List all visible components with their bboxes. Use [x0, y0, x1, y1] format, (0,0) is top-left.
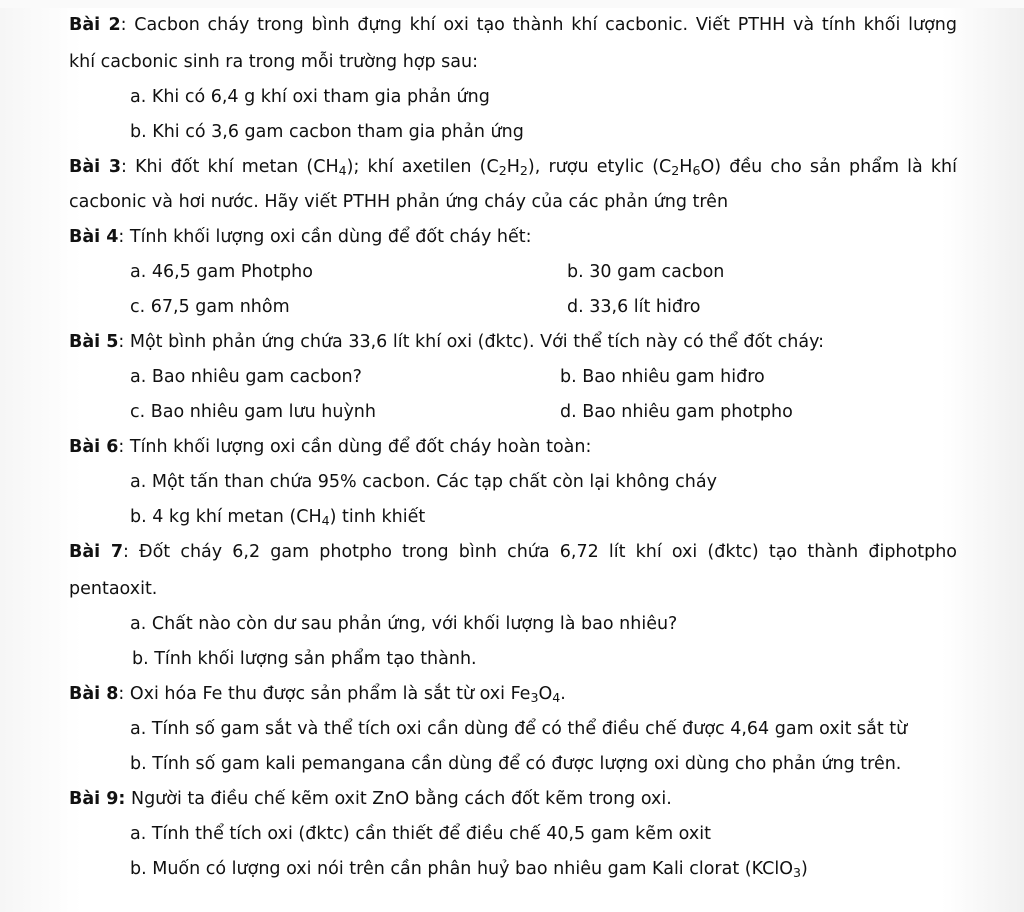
- exercise-9-text: Người ta điều chế kẽm oxit ZnO bằng cách đốt kẽm trong oxi.: [125, 789, 672, 809]
- exercise-8-heading: Bài 8: [69, 684, 119, 704]
- exercise-6-item-b-text-1: b. 4 kg khí metan (CH: [130, 507, 322, 527]
- exercise-5-item-b: b. Bao nhiêu gam hiđro: [560, 367, 765, 387]
- exercise-9-line-1: [69, 788, 672, 810]
- exercise-3-text-1: : Khi đốt khí metan (CH: [121, 157, 339, 177]
- exercise-4-text: : Tính khối lượng oxi cần dùng để đốt cháy hết:: [118, 227, 532, 247]
- exercise-3-heading: Bài 3: [69, 157, 122, 177]
- exercise-5-item-a: a. Bao nhiêu gam cacbon?: [130, 367, 362, 387]
- exercise-3-text-5: H: [679, 157, 693, 177]
- exercise-4-item-b: b. 30 gam cacbon: [567, 262, 725, 282]
- exercise-6-line-1: [69, 436, 591, 458]
- exercise-2-item-a: a. Khi có 6,4 g khí oxi tham gia phản ứng: [130, 87, 490, 107]
- exercise-2-line-2: khí cacbonic sinh ra trong mỗi trường hợp sau:: [69, 52, 479, 72]
- exercise-2-text: : Cacbon cháy trong bình đựng khí oxi tạo thành khí cacbonic. Viết PTHH và tính khối lượng: [120, 15, 957, 35]
- exercise-4-item-d: d. 33,6 lít hiđro: [567, 297, 701, 317]
- exercise-9-heading: Bài 9:: [69, 789, 126, 809]
- exercise-7-line-2: pentaoxit.: [69, 579, 158, 599]
- subscript: 2: [498, 163, 507, 179]
- subscript: 4: [552, 690, 561, 706]
- exercise-3-text-3: H: [506, 157, 520, 177]
- exercise-6-heading: Bài 6: [69, 437, 119, 457]
- exercise-7-item-a: a. Chất nào còn dư sau phản ứng, với khối lượng là bao nhiêu?: [130, 614, 678, 634]
- exercise-8-line-1: [69, 683, 566, 705]
- exercise-8-text-1: : Oxi hóa Fe thu được sản phẩm là sắt từ oxi Fe: [118, 684, 531, 704]
- exercise-4-heading: Bài 4: [69, 227, 119, 247]
- page-top-edge: [0, 0, 1024, 8]
- exercise-2-heading: Bài 2: [69, 15, 121, 35]
- exercise-4-item-c: c. 67,5 gam nhôm: [130, 297, 290, 317]
- exercise-3-text-2: ); khí axetilen (C: [346, 157, 499, 177]
- subscript: 2: [671, 163, 680, 179]
- subscript: 4: [321, 513, 330, 529]
- exercise-5-item-d: d. Bao nhiêu gam photpho: [560, 402, 793, 422]
- exercise-2-line-1: [69, 14, 957, 36]
- exercise-3-text-6: O) đều cho sản phẩm là khí: [700, 157, 957, 177]
- subscript: 6: [692, 163, 701, 179]
- exercise-2-item-b: b. Khi có 3,6 gam cacbon tham gia phản ứng: [130, 122, 524, 142]
- exercise-5-heading: Bài 5: [69, 332, 119, 352]
- exercise-6-item-b-text-2: ) tinh khiết: [329, 507, 426, 527]
- exercise-6-item-a: a. Một tấn than chứa 95% cacbon. Các tạp chất còn lại không cháy: [130, 472, 717, 492]
- subscript: 2: [519, 163, 528, 179]
- exercise-8-item-b: b. Tính số gam kali pemangana cần dùng để có được lượng oxi dùng cho phản ứng trên.: [130, 754, 902, 774]
- exercise-7-item-b: b. Tính khối lượng sản phẩm tạo thành.: [132, 649, 477, 669]
- exercise-6-item-b: [130, 506, 425, 528]
- subscript: 3: [530, 690, 539, 706]
- exercise-3-line-2: cacbonic và hơi nước. Hãy viết PTHH phản ứng cháy của các phản ứng trên: [69, 192, 729, 212]
- exercise-7-heading: Bài 7: [69, 542, 123, 562]
- exercise-3-text-4: ), rượu etylic (C: [527, 157, 672, 177]
- exercise-9-item-b-text-2: ): [800, 859, 808, 879]
- exercise-9-item-b: [130, 858, 808, 880]
- exercise-7-text: : Đốt cháy 6,2 gam photpho trong bình chứa 6,72 lít khí oxi (đktc) tạo thành điphotpho: [123, 542, 957, 562]
- exercise-9-item-a: a. Tính thể tích oxi (đktc) cần thiết để điều chế 40,5 gam kẽm oxit: [130, 824, 711, 844]
- exercise-8-item-a: a. Tính số gam sắt và thể tích oxi cần dùng để có thể điều chế được 4,64 gam oxit sắt từ: [130, 719, 908, 739]
- subscript: 4: [338, 163, 347, 179]
- exercise-4-item-a: a. 46,5 gam Photpho: [130, 262, 313, 282]
- exercise-3-line-1: [69, 156, 957, 178]
- exercise-5-text: : Một bình phản ứng chứa 33,6 lít khí oxi (đktc). Với thể tích này có thể đốt cháy:: [118, 332, 825, 352]
- exercise-9-item-b-text-1: b. Muốn có lượng oxi nói trên cần phân huỷ bao nhiêu gam Kali clorat (KClO: [130, 859, 793, 879]
- exercise-5-line-1: [69, 331, 824, 353]
- exercise-4-line-1: [69, 226, 532, 248]
- exercise-8-text-2: O: [538, 684, 553, 704]
- exercise-5-item-c: c. Bao nhiêu gam lưu huỳnh: [130, 402, 376, 422]
- subscript: 3: [792, 865, 801, 881]
- exercise-8-text-3: .: [560, 684, 566, 704]
- exercise-7-line-1: [69, 541, 957, 563]
- exercise-6-text: : Tính khối lượng oxi cần dùng để đốt cháy hoàn toàn:: [118, 437, 592, 457]
